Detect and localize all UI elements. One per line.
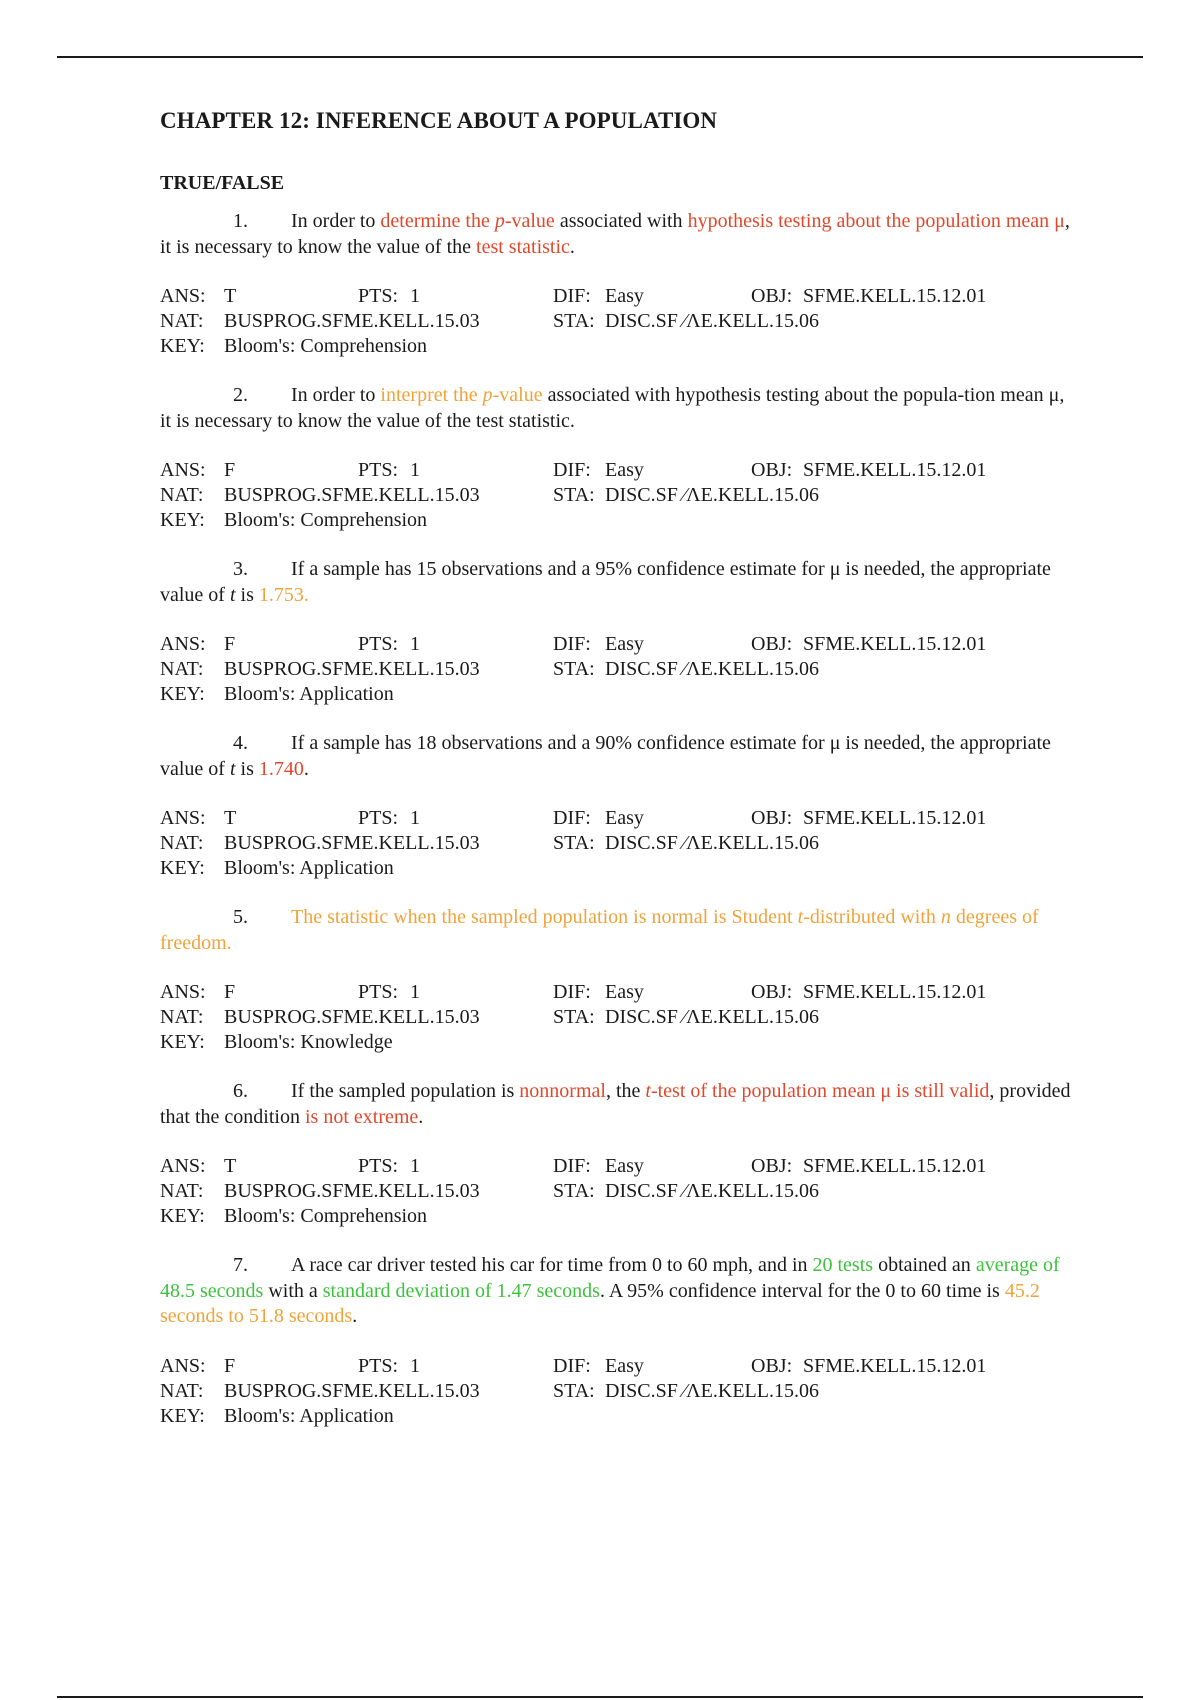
- keyword-field-label: KEY:: [160, 1404, 205, 1427]
- objective-field: [751, 458, 986, 483]
- question-stem: [160, 1079, 1080, 1130]
- highlighted-text: 1.753.: [258, 583, 309, 606]
- difficulty-field-label: DIF:: [553, 981, 591, 1003]
- state-standard-field-label: STA:: [553, 484, 595, 506]
- state-standard-field-label: STA:: [553, 1379, 595, 1402]
- objective-field: [751, 284, 986, 309]
- question-number: 7.: [233, 1254, 248, 1276]
- national-standard-field: [160, 309, 553, 334]
- meta-row: [160, 1204, 1080, 1229]
- national-standard-field-label: NAT:: [160, 1379, 204, 1402]
- question-number: 4.: [233, 732, 248, 754]
- section-heading: TRUE/FALSE: [160, 172, 285, 194]
- meta-row: [160, 980, 1080, 1005]
- objective-field: [751, 1354, 986, 1379]
- question-text: with a: [263, 1279, 323, 1302]
- difficulty-field-label: DIF:: [553, 807, 591, 829]
- difficulty-field-value: Easy: [605, 1155, 644, 1177]
- state-standard-field-value: DISC.SF ⁄ΛE.KELL.15.06: [605, 1006, 819, 1028]
- national-standard-field-value: BUSPROG.SFME.KELL.15.03: [224, 1006, 480, 1028]
- question-stem: [160, 905, 1080, 956]
- state-standard-field: [553, 831, 819, 856]
- question-stem: [160, 731, 1080, 782]
- answer-field-label: ANS:: [160, 981, 206, 1003]
- objective-field-label: OBJ:: [751, 459, 793, 481]
- points-field-value: 1: [410, 807, 420, 829]
- difficulty-field-label: DIF:: [553, 1354, 591, 1377]
- answer-field-value: F: [224, 1354, 236, 1377]
- question-text: obtained an: [873, 1254, 976, 1276]
- national-standard-field: [160, 831, 553, 856]
- question-text: . A 95% confidence interval for the 0 to 60 time is: [599, 1279, 1005, 1302]
- national-standard-field-value: BUSPROG.SFME.KELL.15.03: [224, 1379, 480, 1402]
- answer-field: [160, 284, 358, 309]
- keyword-field-label: KEY:: [160, 683, 205, 705]
- keyword-field-value: Bloom's: Comprehension: [224, 1205, 428, 1227]
- national-standard-field: [160, 1005, 553, 1030]
- meta-row: [160, 458, 1080, 483]
- answer-field-label: ANS:: [160, 459, 206, 481]
- objective-field-value: SFME.KELL.15.12.01: [803, 807, 987, 829]
- question-text: .: [418, 1105, 424, 1128]
- meta-row: [160, 632, 1080, 657]
- keyword-field: [160, 856, 394, 881]
- keyword-field-value: Bloom's: Application: [224, 857, 394, 879]
- state-standard-field-value: DISC.SF ⁄ΛE.KELL.15.06: [605, 1180, 819, 1202]
- question-number: 3.: [233, 558, 248, 580]
- question-number: 5.: [233, 906, 248, 928]
- difficulty-field: [553, 806, 751, 831]
- state-standard-field: [553, 1379, 819, 1404]
- objective-field-value: SFME.KELL.15.12.01: [803, 633, 987, 655]
- points-field-value: 1: [410, 1354, 420, 1377]
- highlighted-text: is not extreme: [304, 1105, 419, 1128]
- question-item: [160, 905, 1080, 1055]
- keyword-field-label: KEY:: [160, 857, 205, 879]
- highlighted-text: p: [482, 384, 493, 406]
- difficulty-field: [553, 458, 751, 483]
- question-number: 1.: [233, 210, 248, 232]
- highlighted-text: nonnormal: [519, 1080, 606, 1102]
- meta-row: [160, 856, 1080, 881]
- question-stem: [160, 1253, 1080, 1330]
- answer-metadata: [160, 980, 1080, 1055]
- bottom-rule: [57, 1696, 1143, 1698]
- keyword-field: [160, 508, 427, 533]
- meta-row: [160, 1030, 1080, 1055]
- points-field: [358, 806, 553, 831]
- national-standard-field-label: NAT:: [160, 658, 204, 680]
- difficulty-field: [553, 632, 751, 657]
- question-number: 6.: [233, 1080, 248, 1102]
- meta-row: [160, 1379, 1080, 1404]
- objective-field-label: OBJ:: [751, 1354, 793, 1377]
- question-text: associated with hypothesis testing about the popula-tion mean μ, it is necessary to know the value of the test statistic.: [160, 384, 1065, 432]
- question-text: associated with: [554, 210, 688, 232]
- meta-row: [160, 806, 1080, 831]
- question-text: t: [229, 757, 236, 780]
- points-field-label: PTS:: [358, 1354, 399, 1377]
- highlighted-text: test statistic: [476, 235, 570, 258]
- question-text: .: [569, 235, 575, 258]
- difficulty-field-value: Easy: [605, 459, 644, 481]
- highlighted-text: degrees of freedom.: [160, 906, 1039, 954]
- state-standard-field-label: STA:: [553, 1180, 595, 1202]
- question-text: , it is necessary to know the value of the: [160, 210, 1070, 258]
- answer-metadata: [160, 632, 1080, 707]
- highlighted-text: 20 tests: [812, 1254, 874, 1276]
- state-standard-field-label: STA:: [553, 832, 595, 854]
- highlighted-text: 45.2 seconds to 51.8 seconds: [160, 1279, 1040, 1327]
- points-field-label: PTS:: [358, 1155, 399, 1177]
- points-field-value: 1: [410, 1155, 420, 1177]
- national-standard-field: [160, 657, 553, 682]
- keyword-field-value: Bloom's: Application: [224, 1404, 394, 1427]
- answer-field: [160, 632, 358, 657]
- meta-row: [160, 1354, 1080, 1379]
- national-standard-field-label: NAT:: [160, 832, 204, 854]
- highlighted-text: p: [494, 210, 505, 232]
- points-field-label: PTS:: [358, 807, 399, 829]
- national-standard-field: [160, 1179, 553, 1204]
- meta-row: [160, 657, 1080, 682]
- objective-field-label: OBJ:: [751, 633, 793, 655]
- question-list: [160, 209, 1080, 1429]
- highlighted-text: determine the: [380, 210, 495, 232]
- difficulty-field-value: Easy: [605, 285, 644, 307]
- national-standard-field: [160, 483, 553, 508]
- highlighted-text: -test of the population mean μ is still valid: [650, 1080, 990, 1102]
- answer-metadata: [160, 806, 1080, 881]
- answer-metadata: [160, 458, 1080, 533]
- question-item: [160, 731, 1080, 881]
- keyword-field-value: Bloom's: Comprehension: [224, 335, 428, 357]
- answer-field-label: ANS:: [160, 633, 206, 655]
- question-item: [160, 209, 1080, 359]
- state-standard-field-value: DISC.SF ⁄ΛE.KELL.15.06: [605, 484, 819, 506]
- state-standard-field: [553, 483, 819, 508]
- difficulty-field-label: DIF:: [553, 285, 591, 307]
- national-standard-field-value: BUSPROG.SFME.KELL.15.03: [224, 484, 480, 506]
- objective-field-label: OBJ:: [751, 1155, 793, 1177]
- state-standard-field-value: DISC.SF ⁄ΛE.KELL.15.06: [605, 832, 819, 854]
- national-standard-field-label: NAT:: [160, 1006, 204, 1028]
- keyword-field-label: KEY:: [160, 509, 205, 531]
- objective-field-label: OBJ:: [751, 285, 793, 307]
- question-text: is: [235, 757, 259, 780]
- difficulty-field: [553, 1154, 751, 1179]
- points-field: [358, 1154, 553, 1179]
- question-text: , provided that the condition: [160, 1080, 1071, 1128]
- meta-row: [160, 1005, 1080, 1030]
- top-rule: [57, 56, 1143, 58]
- question-text: is: [235, 583, 259, 606]
- meta-row: [160, 483, 1080, 508]
- highlighted-text: hypothesis testing about the population mean μ: [687, 210, 1065, 232]
- question-item: [160, 383, 1080, 533]
- question-item: [160, 1079, 1080, 1229]
- answer-field-value: F: [224, 633, 236, 655]
- highlighted-text: -value: [492, 384, 543, 406]
- keyword-field: [160, 334, 427, 359]
- answer-metadata: [160, 284, 1080, 359]
- meta-row: [160, 1154, 1080, 1179]
- state-standard-field: [553, 1179, 819, 1204]
- national-standard-field-label: NAT:: [160, 1180, 204, 1202]
- answer-field-label: ANS:: [160, 807, 206, 829]
- objective-field: [751, 1154, 986, 1179]
- answer-field-label: ANS:: [160, 1354, 206, 1377]
- keyword-field-label: KEY:: [160, 1205, 205, 1227]
- objective-field: [751, 980, 986, 1005]
- objective-field-label: OBJ:: [751, 981, 793, 1003]
- question-stem: [160, 383, 1080, 434]
- national-standard-field: [160, 1379, 553, 1404]
- keyword-field-value: Bloom's: Comprehension: [224, 509, 428, 531]
- document-body: [160, 108, 1080, 1429]
- keyword-field-label: KEY:: [160, 335, 205, 357]
- points-field-label: PTS:: [358, 459, 399, 481]
- highlighted-text: interpret the: [380, 384, 483, 406]
- highlighted-text: t: [797, 906, 804, 928]
- objective-field: [751, 806, 986, 831]
- meta-row: [160, 682, 1080, 707]
- highlighted-text: The statistic when the sampled population is normal is Student: [291, 906, 798, 928]
- meta-row: [160, 1404, 1080, 1429]
- highlighted-text: -value: [504, 210, 555, 232]
- national-standard-field-label: NAT:: [160, 484, 204, 506]
- meta-row: [160, 508, 1080, 533]
- answer-field: [160, 806, 358, 831]
- state-standard-field: [553, 309, 819, 334]
- state-standard-field-value: DISC.SF ⁄ΛE.KELL.15.06: [605, 658, 819, 680]
- question-text: If the sampled population is: [291, 1080, 520, 1102]
- question-item: [160, 1253, 1080, 1429]
- answer-field-value: T: [224, 285, 237, 307]
- chapter-title: CHAPTER 12: INFERENCE ABOUT A POPULATION: [160, 108, 718, 133]
- objective-field-value: SFME.KELL.15.12.01: [803, 981, 987, 1003]
- meta-row: [160, 334, 1080, 359]
- points-field-value: 1: [410, 633, 420, 655]
- answer-field-value: T: [224, 807, 237, 829]
- state-standard-field-value: DISC.SF ⁄ΛE.KELL.15.06: [605, 310, 819, 332]
- difficulty-field-label: DIF:: [553, 459, 591, 481]
- highlighted-text: t: [645, 1080, 651, 1102]
- answer-metadata: [160, 1154, 1080, 1229]
- points-field-value: 1: [410, 981, 420, 1003]
- question-number: 2.: [233, 384, 248, 406]
- highlighted-text: -distributed with: [803, 906, 941, 928]
- points-field: [358, 980, 553, 1005]
- highlighted-text: standard deviation of 1.47 seconds: [322, 1279, 600, 1302]
- difficulty-field: [553, 980, 751, 1005]
- meta-row: [160, 309, 1080, 334]
- difficulty-field: [553, 1354, 751, 1379]
- keyword-field-label: KEY:: [160, 1031, 205, 1053]
- meta-row: [160, 284, 1080, 309]
- difficulty-field-value: Easy: [605, 807, 644, 829]
- objective-field-value: SFME.KELL.15.12.01: [803, 1354, 987, 1377]
- question-stem: [160, 209, 1080, 260]
- question-text: If a sample has 15 observations and a 95% confidence estimate for μ is needed, the appropriate value of: [160, 558, 1051, 606]
- meta-row: [160, 831, 1080, 856]
- question-stem: [160, 557, 1080, 608]
- objective-field-value: SFME.KELL.15.12.01: [803, 459, 987, 481]
- answer-field: [160, 1354, 358, 1379]
- answer-metadata: [160, 1354, 1080, 1429]
- points-field-value: 1: [410, 459, 420, 481]
- objective-field: [751, 632, 986, 657]
- difficulty-field-value: Easy: [605, 633, 644, 655]
- points-field: [358, 632, 553, 657]
- question-item: [160, 557, 1080, 707]
- objective-field-label: OBJ:: [751, 807, 793, 829]
- difficulty-field-value: Easy: [605, 1354, 644, 1377]
- points-field: [358, 284, 553, 309]
- keyword-field-value: Bloom's: Application: [224, 683, 394, 705]
- answer-field-label: ANS:: [160, 1155, 206, 1177]
- national-standard-field-value: BUSPROG.SFME.KELL.15.03: [224, 832, 480, 854]
- question-text: .: [303, 757, 309, 780]
- question-text: , the: [605, 1080, 646, 1102]
- state-standard-field-label: STA:: [553, 658, 595, 680]
- points-field-label: PTS:: [358, 285, 399, 307]
- national-standard-field-value: BUSPROG.SFME.KELL.15.03: [224, 658, 480, 680]
- answer-field: [160, 458, 358, 483]
- objective-field-value: SFME.KELL.15.12.01: [803, 285, 987, 307]
- state-standard-field: [553, 657, 819, 682]
- question-text: In order to: [291, 210, 381, 232]
- keyword-field: [160, 1030, 393, 1055]
- difficulty-field: [553, 284, 751, 309]
- question-text: In order to: [291, 384, 381, 406]
- answer-field-value: T: [224, 1155, 237, 1177]
- meta-row: [160, 1179, 1080, 1204]
- points-field-label: PTS:: [358, 633, 399, 655]
- points-field: [358, 458, 553, 483]
- difficulty-field-label: DIF:: [553, 1155, 591, 1177]
- question-text: .: [352, 1305, 358, 1327]
- question-text: If a sample has 18 observations and a 90% confidence estimate for μ is needed, the appropriate value of: [160, 732, 1051, 780]
- objective-field-value: SFME.KELL.15.12.01: [803, 1155, 987, 1177]
- question-text: A race car driver tested his car for time from 0 to 60 mph, and in: [291, 1254, 813, 1276]
- keyword-field: [160, 1204, 427, 1229]
- state-standard-field-value: DISC.SF ⁄ΛE.KELL.15.06: [605, 1379, 819, 1402]
- answer-field: [160, 980, 358, 1005]
- national-standard-field-value: BUSPROG.SFME.KELL.15.03: [224, 310, 480, 332]
- highlighted-text: n: [940, 906, 951, 928]
- answer-field-value: F: [224, 459, 236, 481]
- highlighted-text: average of 48.5 seconds: [160, 1254, 1060, 1302]
- question-text: t: [229, 583, 236, 606]
- keyword-field: [160, 682, 394, 707]
- keyword-field-value: Bloom's: Knowledge: [224, 1031, 393, 1053]
- points-field: [358, 1354, 553, 1379]
- points-field-label: PTS:: [358, 981, 399, 1003]
- national-standard-field-label: NAT:: [160, 310, 204, 332]
- highlighted-text: 1.740: [258, 757, 304, 780]
- state-standard-field-label: STA:: [553, 310, 595, 332]
- points-field-value: 1: [410, 285, 420, 307]
- state-standard-field: [553, 1005, 819, 1030]
- answer-field-value: F: [224, 981, 236, 1003]
- national-standard-field-value: BUSPROG.SFME.KELL.15.03: [224, 1180, 480, 1202]
- difficulty-field-value: Easy: [605, 981, 644, 1003]
- keyword-field: [160, 1404, 394, 1429]
- difficulty-field-label: DIF:: [553, 633, 591, 655]
- answer-field-label: ANS:: [160, 285, 206, 307]
- answer-field: [160, 1154, 358, 1179]
- state-standard-field-label: STA:: [553, 1006, 595, 1028]
